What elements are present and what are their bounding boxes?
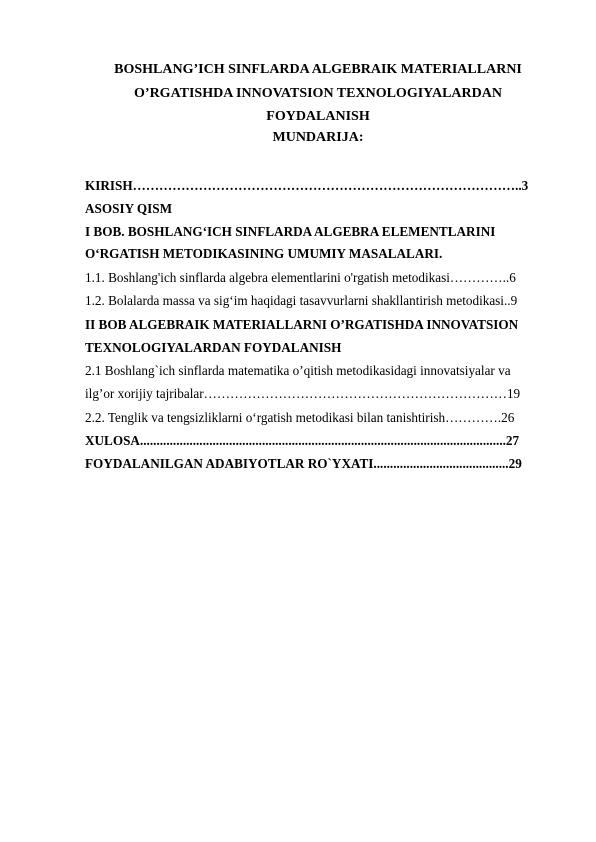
toc-item-chapter-2-line-1: II BOB ALGEBRAIK MATERIALLARNI O’RGATISHDA INNOVATSION <box>85 317 519 332</box>
toc-item-kirish: KIRISH……………………………………………………………………………..3 <box>85 178 529 193</box>
toc-item-chapter-1-line-2: O‘RGATISH METODIKASINING UMUMIY MASALALARI. <box>85 246 443 261</box>
toc-item-chapter-2-line-2: TEXNOLOGIYALARDAN FOYDALANISH <box>85 340 342 355</box>
contents-heading: MUNDARIJA: <box>272 130 364 145</box>
toc-item-xulosa: XULOSA...............................................................................................................27 <box>85 433 520 448</box>
toc-item-section-2-1-line-2: ilg’or xorijiy tajribalar……………………………………………………………19 <box>85 386 521 401</box>
title-line-3: FOYDALANISH <box>266 109 370 124</box>
toc-item-adabiyotlar: FOYDALANILGAN ADABIYOTLAR RO`YXATI.........................................29 <box>85 456 522 471</box>
title-line-2: O’RGATISHDA INNOVATSION TEXNOLOGIYALARDAN <box>134 86 502 101</box>
toc-item-asosiy-qism: ASOSIY QISM <box>85 201 173 216</box>
toc-item-chapter-1-line-1: I BOB. BOSHLANG‘ICH SINFLARDA ALGEBRA ELEMENTLARINI <box>85 224 496 239</box>
toc-item-section-2-1-line-1: 2.1 Boshlang`ich sinflarda matematika o’qitish metodikasidagi innovatsiyalar va <box>85 363 511 378</box>
toc-item-section-1-2: 1.2. Bolalarda massa va sig‘im haqidagi tasavvurlarni shakllantirish metodikasi..9 <box>85 293 518 308</box>
title-line-1: BOSHLANG’ICH SINFLARDA ALGEBRAIK MATERIALLARNI <box>114 62 522 77</box>
toc-item-section-2-2: 2.2. Tenglik va tengsizliklarni o‘rgatish metodikasi bilan tanishtirish………….26 <box>85 410 515 425</box>
toc-item-section-1-1: 1.1. Boshlang'ich sinflarda algebra elementlarini o'rgatish metodikasi…………..6 <box>85 270 516 285</box>
